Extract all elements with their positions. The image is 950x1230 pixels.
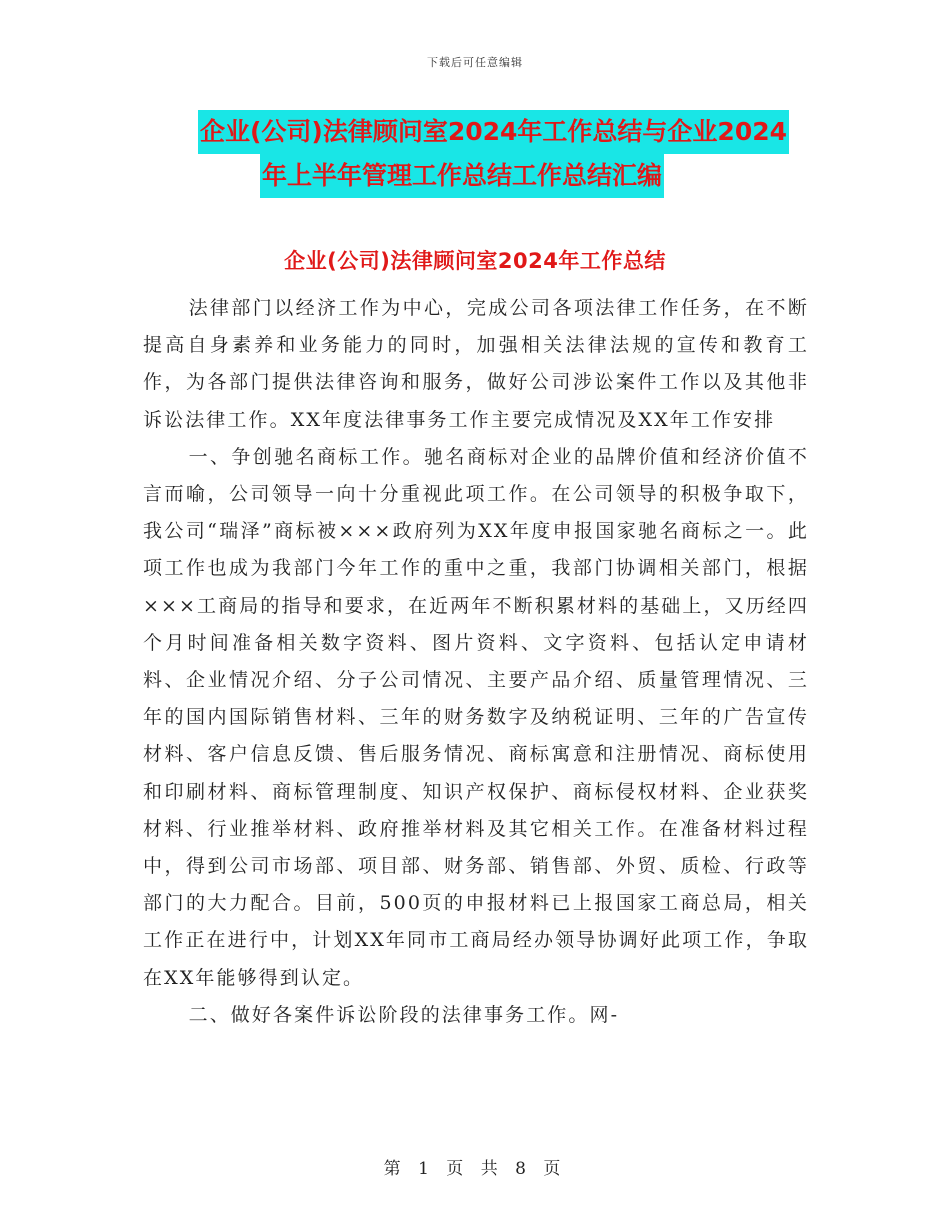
header-note: 下载后可任意编辑 [427, 56, 523, 69]
paragraph-trademark: 一、争创驰名商标工作。驰名商标对企业的品牌价值和经济价值不言而喻，公司领导一向十分重视此项工作。在公司领导的积极争取下，我公司“瑞泽”商标被×××政府列为XX年度申报国家驰名商标之一。此项工作也成为我部门今年工作的重中之重，我部门协调相关部门，根据×××工商局的指导和要求，在近两年不断积累材料的基础上，又历经四个月时间准备相关数字资料、图片资料、文字资料、包括认定申请材料、企业情况介绍、分子公司情况、主要产品介绍、质量管理情况、三年的国内国际销售材料、三年的财务数字及纳税证明、三年的广告宣传材料、客户信息反馈、售后服务情况、商标寓意和注册情况、商标使用和印刷材料、商标管理制度、知识产权保护、商标侵权材料、企业获奖材料、行业推举材料、政府推举材料及其它相关工作。在准备材料过程中，得到公司市场部、项目部、财务部、销售部、外贸、质检、行政等部门的大力配合。目前，500页的申报材料已上报国家工商总局，相关工作正在进行中，计划XX年同市工商局经办领导协调好此项工作，争取在XX年能够得到认定。 [143, 445, 809, 989]
title-line-2: 年上半年管理工作总结工作总结汇编 [260, 154, 664, 198]
section-title: 企业(公司)法律顾问室2024年工作总结 [284, 249, 666, 273]
paragraph-intro: 法律部门以经济工作为中心，完成公司各项法律工作任务，在不断提高自身素养和业务能力的同时，加强相关法律法规的宣传和教育工作，为各部门提供法律咨询和服务，做好公司涉讼案件工作以及其他非诉讼法律工作。XX年度法律事务工作主要完成情况及XX年工作安排 [143, 297, 809, 431]
page-number: 第 1 页 共 8 页 [383, 1159, 567, 1179]
body-text [143, 290, 809, 1034]
title-line-1: 企业(公司)法律顾问室2024年工作总结与企业2024 [198, 110, 789, 154]
document-title [150, 110, 810, 198]
paragraph-litigation: 二、做好各案件诉讼阶段的法律事务工作。网- [188, 1003, 620, 1026]
